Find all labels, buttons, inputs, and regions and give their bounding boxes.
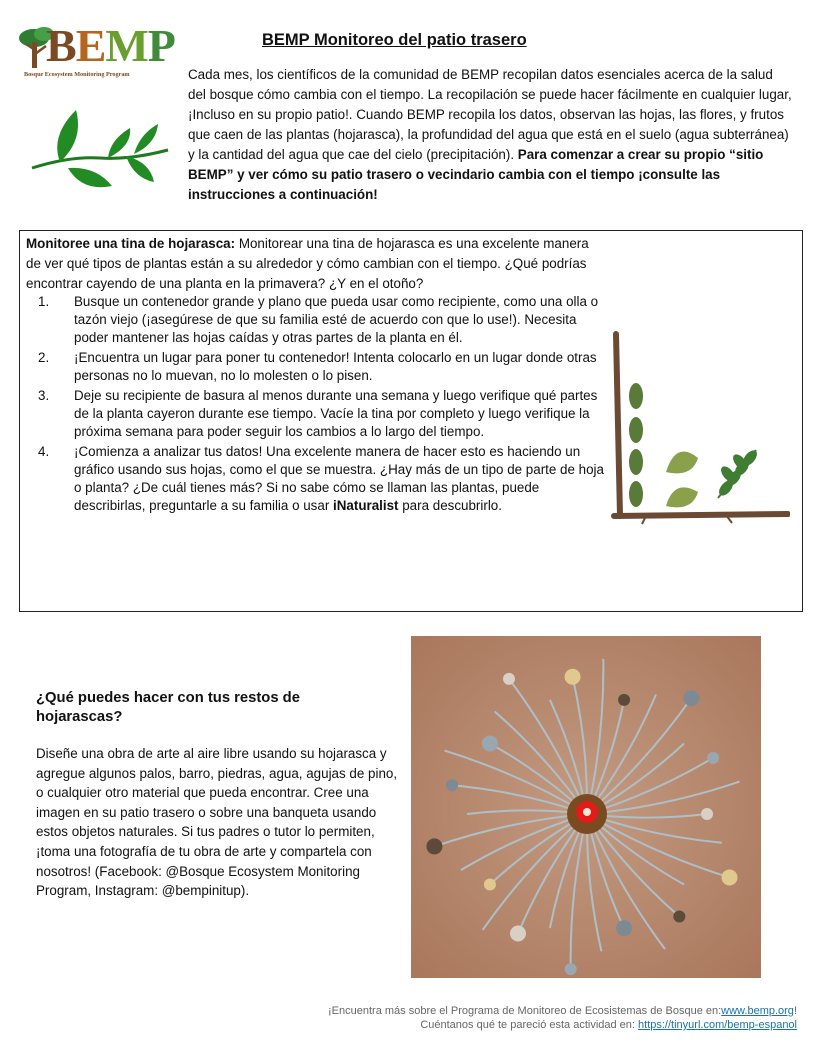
- seed-pod: [484, 879, 496, 891]
- seed-pod: [510, 926, 526, 942]
- logo-wordmark: BEMP: [46, 20, 175, 71]
- seed-pod: [482, 735, 498, 751]
- logo-tagline: Bosque Ecosystem Monitoring Program: [24, 71, 130, 78]
- nature-art-photo: [411, 636, 761, 978]
- litter-tub-heading: Monitoree una tina de hojarasca:: [26, 236, 236, 251]
- step-text: ¡Encuentra un lugar para poner tu contenedor! Intenta colocarlo en un lugar donde otras personas no lo muevan, no lo molesten o lo pisen.: [74, 350, 597, 383]
- intro-bold-text: Para comenzar a crear su propio “sitio BEMP” y ver cómo su patio trasero o vecindario cambia con el tiempo ¡consulte las instrucciones a continuación!: [188, 147, 764, 202]
- feedback-survey-link[interactable]: https://tinyurl.com/bemp-espanol: [638, 1019, 797, 1031]
- seed-pod: [683, 690, 699, 706]
- step-number: 1.: [38, 294, 50, 309]
- list-item: [26, 293, 606, 347]
- step-number: 3.: [38, 388, 50, 403]
- bemp-website-link[interactable]: www.bemp.org: [721, 1005, 794, 1017]
- seed-pod: [565, 669, 581, 685]
- step-text-end: para descubrirlo.: [398, 498, 502, 513]
- list-item: [26, 349, 606, 385]
- step-text: Deje su recipiente de basura al menos durante una semana y luego verifique qué partes de la planta cayeron durante ese tiempo. Vacíe la tina por completo y luego verifique la próxima semana para poder seguir los cambios a lo largo del tiempo.: [74, 388, 598, 439]
- seed-pod: [426, 838, 442, 854]
- footer-text-1-end: !: [793, 1005, 797, 1017]
- seed-pod: [446, 779, 458, 791]
- seed-pod: [616, 920, 632, 936]
- step-text: ¡Comienza a analizar tus datos! Una excelente manera de hacer esto es haciendo un gráfico usando sus hojas, como el que se muestra. ¿Hay más de un tipo de parte de hoja o planta? ¿De cuál tienes más? Si no sabe cómo se llaman las plantas, puede describirlas, preguntarle a su familia o usar: [74, 444, 604, 513]
- seed-pod: [503, 673, 515, 685]
- inaturalist-text: iNaturalist: [333, 498, 399, 513]
- page-title: BEMP Monitoreo del patio trasero: [262, 31, 527, 49]
- instruction-list: [26, 293, 606, 517]
- litter-tub-text: Monitorear una tina de hojarasca es una excelente manera de ver qué tipos de plantas están a su alrededor y cómo cambian con el tiempo. ¿Qué podrías encontrar cayendo de una planta en la primavera? ¿Y en el otoño?: [26, 236, 589, 291]
- footer-line-2: [420, 1019, 797, 1031]
- seed-pod: [722, 869, 738, 885]
- intro-paragraph: [188, 65, 794, 205]
- leafy-branch-icon: [30, 106, 170, 192]
- art-section-title: ¿Qué puedes hacer con tus restos de hojarascas?: [36, 690, 300, 725]
- seed-pod: [701, 808, 713, 820]
- list-item: [26, 387, 606, 441]
- footer-line-1: [328, 1005, 797, 1017]
- list-item: [26, 443, 606, 515]
- footer-text-1: ¡Encuentra más sobre el Programa de Monitoreo de Ecosistemas de Bosque en:: [328, 1005, 722, 1017]
- seed-pod: [565, 963, 577, 975]
- seed-pod: [707, 752, 719, 764]
- step-number: 4.: [38, 444, 50, 459]
- bemp-logo: [18, 20, 175, 82]
- seed-pod: [618, 694, 630, 706]
- step-text: Busque un contenedor grande y plano que pueda usar como recipiente, como una olla o tazón viejo (¡asegúrese de que su familia esté de acuerdo con que lo use!). Necesita poder mantener las hojas caídas y otras partes de la planta en él.: [74, 294, 599, 345]
- seed-pod: [673, 911, 685, 923]
- step-number: 2.: [38, 350, 50, 365]
- leaf-graph-image: [606, 330, 790, 526]
- footer-text-2: Cuéntanos qué te pareció esta actividad en:: [420, 1019, 639, 1031]
- art-section-body: Diseñe una obra de arte al aire libre usando su hojarasca y agregue algunos palos, barro, piedras, agua, agujas de pino, o cualquier otro material que pueda encontrar. Cree una imagen en su patio trasero o sobre una banqueta usando estos objetos naturales. Si tus padres o tutor lo permiten, ¡toma una fotografía de tu obra de arte y compartela con nosotros! (Facebook: @Bosque Ecosystem Monitoring Program, Instagram: @bempinitup).: [36, 746, 398, 899]
- intro-text: Cada mes, los científicos de la comunidad de BEMP recopilan datos esenciales acerca de la salud del bosque cómo cambia con el tiempo. La recopilación se puede hacer fácilmente en cualquier lugar, ¡Incluso en su propio patio!. Cuando BEMP recopila los datos, observan las hojas, las flores, y frutos que caen de las plantas (hojarasca), la profundidad del agua que está en el suelo (agua subterránea) y la cantidad del agua que cae del cielo (precipitación).: [188, 67, 792, 162]
- litter-tub-intro: [26, 234, 606, 294]
